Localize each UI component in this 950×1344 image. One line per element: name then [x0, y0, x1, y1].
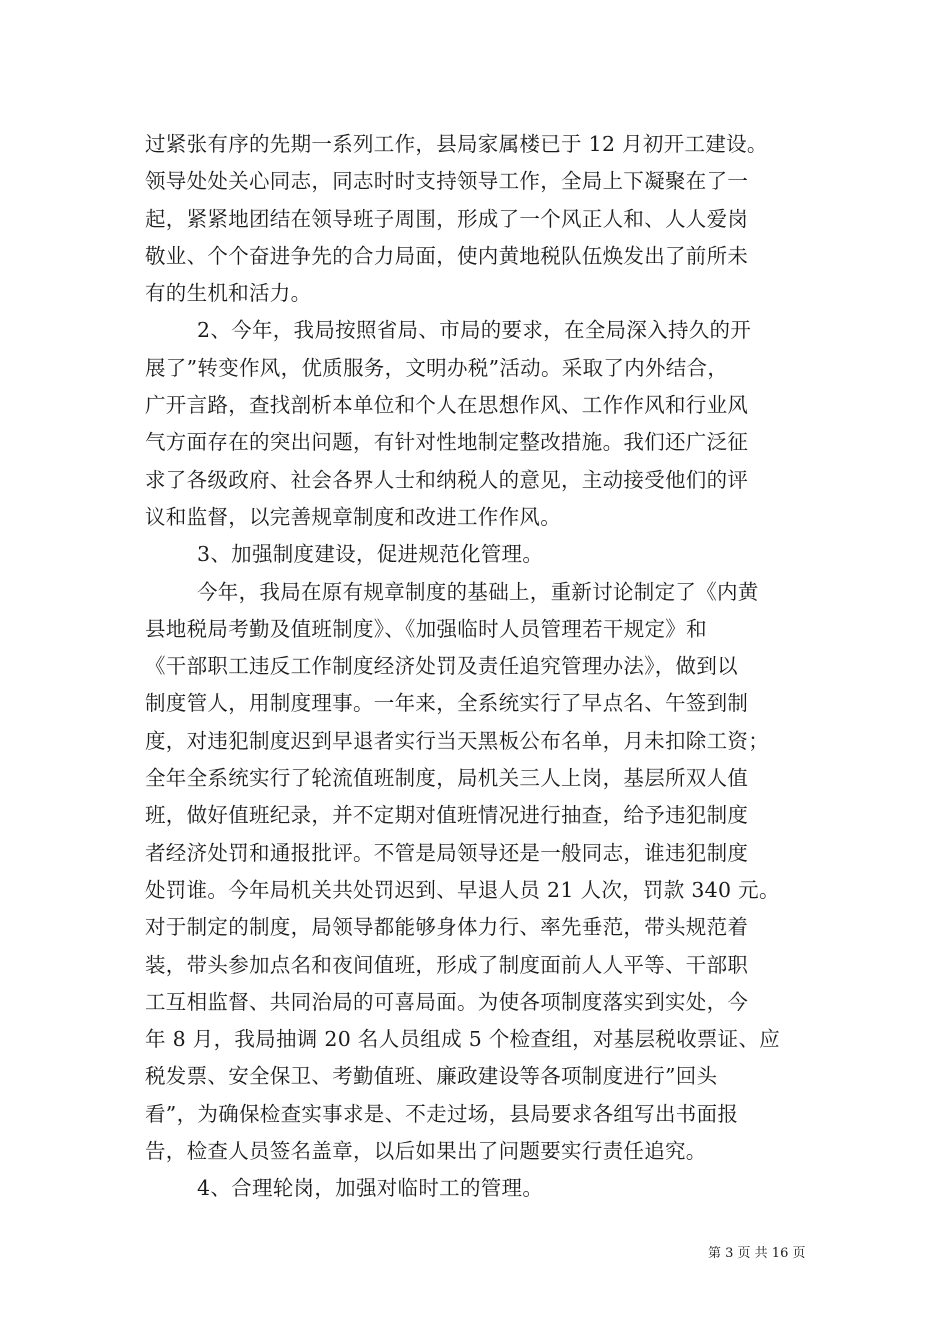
text-line: 全年全系统实行了轮流值班制度，局机关三人上岗，基层所双人值	[145, 766, 749, 791]
text-line: 气方面存在的突出问题，有针对性地制定整改措施。我们还广泛征	[145, 430, 749, 455]
text-line: 敬业、个个奋进争先的合力局面，使内黄地税队伍焕发出了前所未	[145, 243, 749, 268]
text-line: 处罚谁。今年局机关共处罚迟到、早退人员 21 人次，罚款 340 元。	[145, 877, 780, 902]
text-line: 4、合理轮岗，加强对临时工的管理。	[197, 1176, 544, 1201]
text-line: 年 8 月，我局抽调 20 名人员组成 5 个检查组，对基层税收票证、应	[145, 1027, 781, 1052]
text-line: 有的生机和活力。	[145, 281, 312, 306]
text-line: 今年，我局在原有规章制度的基础上，重新讨论制定了《内黄	[197, 579, 759, 604]
text-line: 税发票、安全保卫、考勤值班、廉政建设等各项制度进行”回头	[145, 1064, 718, 1089]
text-line: 度，对违犯制度迟到早退者实行当天黑板公布名单，月未扣除工资；	[145, 728, 769, 753]
text-line: 广开言路，查找剖析本单位和个人在思想作风、工作作风和行业风	[145, 393, 749, 418]
text-line: 者经济处罚和通报批评。不管是局领导还是一般同志，谁违犯制度	[145, 840, 749, 865]
text-line: 起，紧紧地团结在领导班子周围，形成了一个风正人和、人人爱岗	[145, 206, 749, 231]
page-number-footer: 第 3 页 共 16 页	[708, 1246, 806, 1261]
text-line: 过紧张有序的先期一系列工作，县局家属楼已于 12 月初开工建设。	[145, 132, 768, 156]
text-line: 2、今年，我局按照省局、市局的要求，在全局深入持久的开	[197, 318, 752, 343]
text-line: 工互相监督、共同治局的可喜局面。为使各项制度落实到实处，今	[145, 989, 749, 1014]
text-line: 领导处处关心同志，同志时时支持领导工作，全局上下凝聚在了一	[145, 169, 749, 194]
text-line: 议和监督，以完善规章制度和改进工作作风。	[145, 504, 561, 529]
text-line: 告，检查人员签名盖章，以后如果出了问题要实行责任追究。	[145, 1139, 707, 1164]
text-line: 对于制定的制度，局领导都能够身体力行、率先垂范，带头规范着	[145, 915, 749, 940]
text-line: 3、加强制度建设，促进规范化管理。	[197, 542, 544, 567]
document-body	[145, 126, 825, 1208]
text-line: 《干部职工违反工作制度经济处罚及责任追究管理办法》，做到以	[145, 654, 738, 679]
text-line: 制度管人，用制度理事。一年来，全系统实行了早点名、午签到制	[145, 691, 749, 716]
text-line: 看”，为确保检查实事求是、不走过场，县局要求各组写出书面报	[145, 1101, 739, 1126]
text-line: 装，带头参加点名和夜间值班，形成了制度面前人人平等、干部职	[145, 952, 749, 977]
text-line: 求了各级政府、社会各界人士和纳税人的意见，主动接受他们的评	[145, 467, 749, 492]
text-line: 班，做好值班纪录，并不定期对值班情况进行抽查，给予违犯制度	[145, 803, 749, 828]
text-line: 展了”转变作风，优质服务，文明办税”活动。采取了内外结合，	[145, 355, 729, 380]
text-line: 县地税局考勤及值班制度》、《加强临时人员管理若干规定》和	[145, 616, 707, 641]
